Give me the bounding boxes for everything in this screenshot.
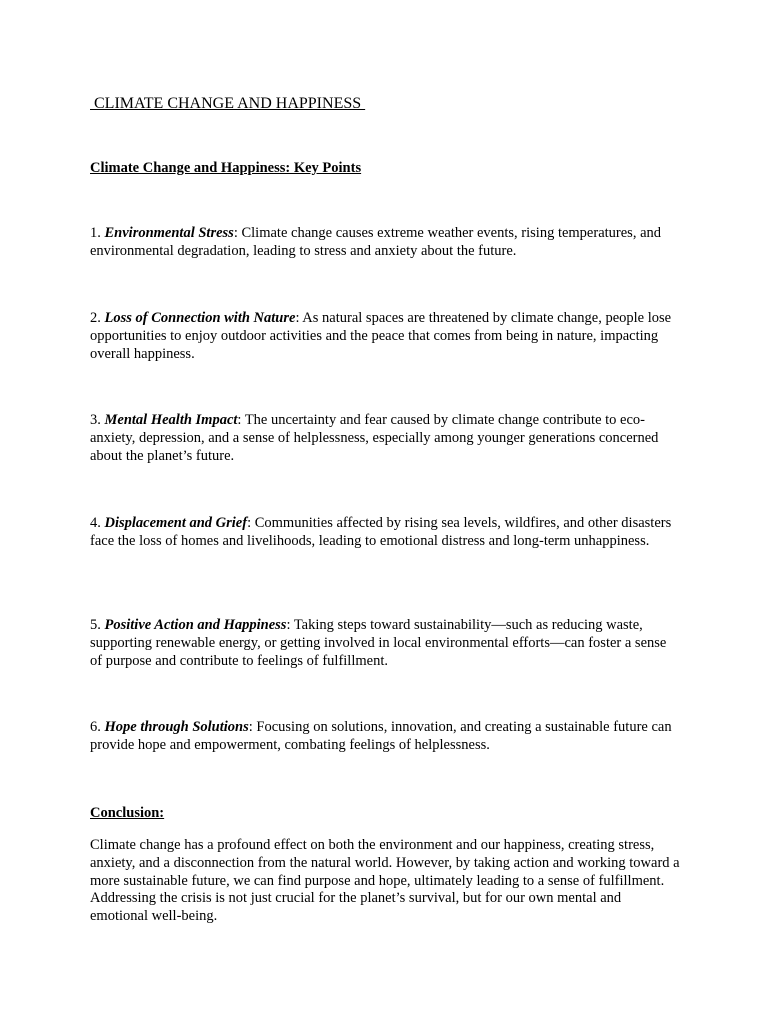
point-term: Hope through Solutions: [104, 719, 249, 735]
document-title: CLIMATE CHANGE AND HAPPINESS: [90, 95, 366, 112]
point-number: 6.: [90, 719, 105, 735]
point-number: 3.: [90, 412, 105, 428]
document-subtitle: Climate Change and Happiness: Key Points: [90, 160, 362, 176]
point-term: Displacement and Grief: [104, 515, 248, 531]
point-text: : Taking steps toward sustainability—such as reducing waste, supporting renewable energy, or getting involved in local environmental efforts—can foster a sense of purpose and contribute to feelings of fulfillment.: [90, 617, 667, 669]
key-point: [90, 225, 682, 261]
point-number: 5.: [90, 617, 105, 633]
key-point: [90, 412, 682, 465]
point-text: : The uncertainty and fear caused by climate change contribute to eco-anxiety, depression, and a sense of helplessness, especially among younger generations concerned about the planet’s future.: [90, 412, 659, 464]
conclusion-heading: Conclusion:: [90, 805, 165, 821]
key-point: [90, 719, 682, 755]
point-text: : Focusing on solutions, innovation, and creating a sustainable future can provide hope and empowerment, combating feelings of helplessness.: [90, 719, 672, 753]
conclusion-body: Climate change has a profound effect on both the environment and our happiness, creating stress, anxiety, and a disconnection from the natural world. However, by taking action and working toward a more sustainable future, we can find purpose and hope, ultimately leading to a sense of fulfillment. Addressing the crisis is not just crucial for the planet’s survival, but for our own mental and emotional well-being.: [90, 837, 680, 925]
point-term: Environmental Stress: [104, 225, 234, 241]
point-text: : Climate change causes extreme weather events, rising temperatures, and environmental degradation, leading to stress and anxiety about the future.: [90, 225, 662, 259]
point-term: Mental Health Impact: [104, 412, 238, 428]
key-point: [90, 310, 682, 363]
point-term: Loss of Connection with Nature: [104, 310, 296, 326]
point-text: : As natural spaces are threatened by climate change, people lose opportunities to enjoy outdoor activities and the peace that comes from being in nature, impacting overall happiness.: [90, 310, 672, 362]
key-point: [90, 515, 682, 551]
point-number: 1.: [90, 225, 105, 241]
point-number: 2.: [90, 310, 105, 326]
point-number: 4.: [90, 515, 105, 531]
point-text: : Communities affected by rising sea levels, wildfires, and other disasters face the loss of homes and livelihoods, leading to emotional distress and long-term unhappiness.: [90, 515, 672, 549]
point-term: Positive Action and Happiness: [104, 617, 287, 633]
key-point: [90, 617, 682, 670]
